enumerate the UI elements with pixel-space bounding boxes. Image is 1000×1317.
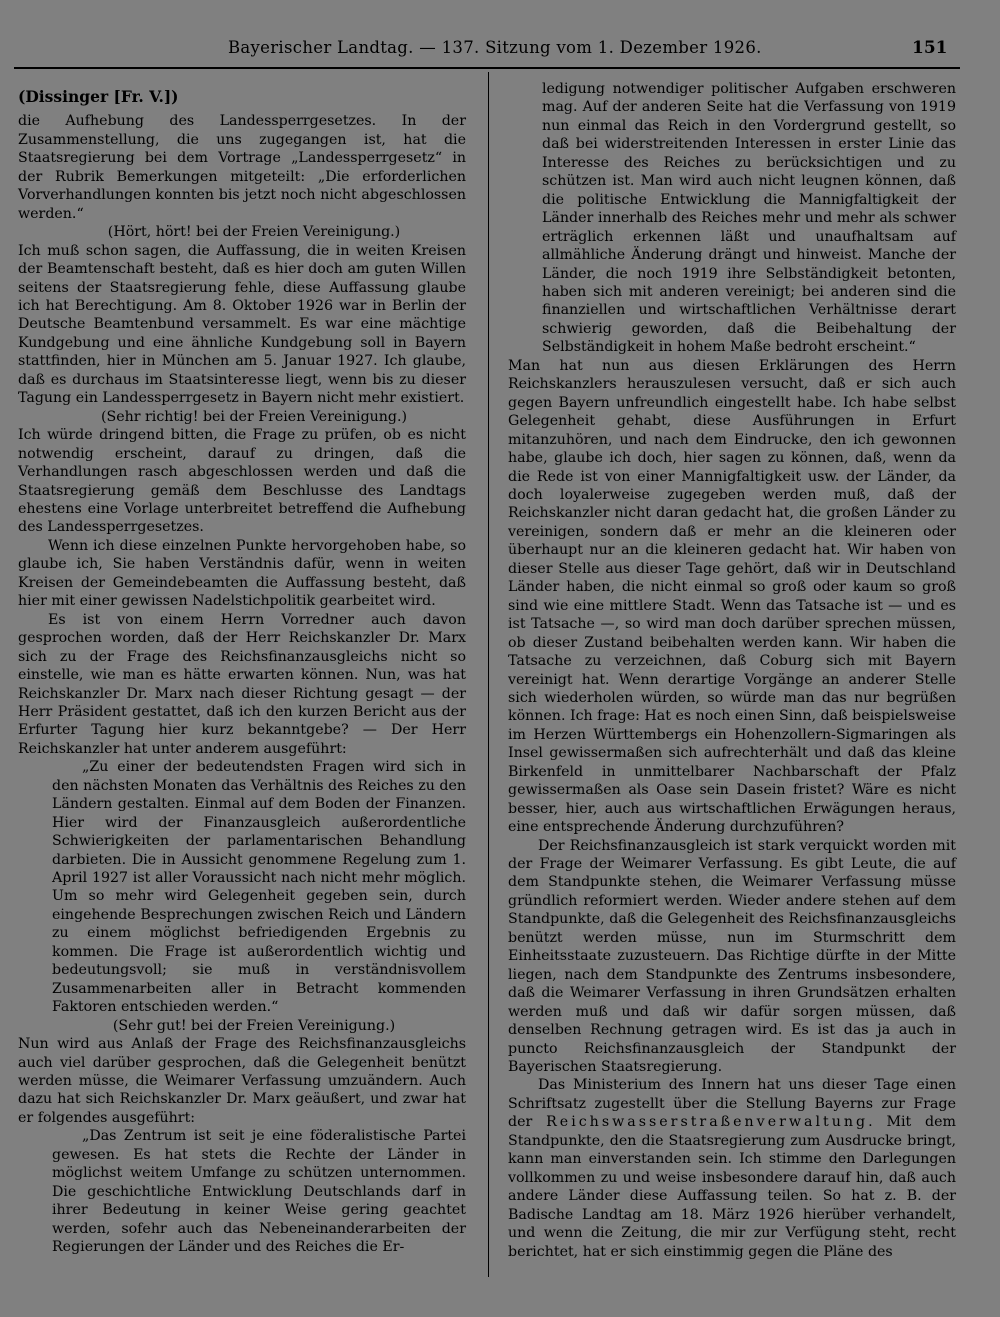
paragraph-text: Das Ministerium des Innern hat uns dieser Tage einen Schriftsatz zugestellt über die Stellung Bayerns zur Frage der	[508, 1077, 956, 1131]
paragraph: Es ist von einem Herrn Vorredner auch davon gesprochen worden, daß der Herr Reichskanzler Dr. Marx sich zu der Frage des Reichsfinanzausgleichs nicht so einstelle, wie man es hätte erwarten können. Nun, was hat Reichskanzler Dr. Marx nach dieser Richtung gesagt — der Herr Präsident gestattet, daß ich den kurzen Bericht aus der Erfurter Tagung hier kurz bekanntgebe? — Der Herr Reichskanzler hat unter anderem ausgeführt:	[18, 611, 466, 757]
paragraph: Ich muß schon sagen, die Auffassung, die in weiten Kreisen der Beamtenschaft besteht, daß es hier doch am guten Willen seitens der Staatsregierung fehle, diese Auffassung glaube ich hat Berechtigung. Am 8. Oktober 1926 war in Berlin der Deutsche Beamtenbund versammelt. Es war eine mächtige Kundgebung und eine ähnliche Kundgebung soll in Bayern stattfinden, hier in München am 5. Januar 1927. Ich glaube, daß es durchaus im Staatsinteresse liegt, wenn bis zu dieser Tagung ein Landessperrgesetz in Bayern nicht mehr existiert.	[18, 242, 466, 407]
emphasized-term: Reichswasserstraßenverwaltung	[546, 1114, 869, 1131]
speaker-label: (Dissinger [Fr. V.])	[18, 87, 179, 106]
page-number: 151	[912, 38, 948, 58]
right-column	[508, 80, 956, 1261]
quotation-continued: ledigung notwendiger politischer Aufgaben erschweren mag. Auf der anderen Seite hat die Verfassung von 1919 nun einmal das Reich in den Vordergrund gestellt, so daß bei widerstreitenden Interessen in erster Linie das Interesse des Reiches zu berücksichtigen und zu schützen ist. Man wird auch nicht leugnen können, daß die politische Entwicklung die Mannigfaltigkeit der Länder innerhalb des Reiches mehr und mehr als schwer erträglich erkennen läßt und unaufhaltsam auf allmähliche Änderung drängt und hinweist. Manche der Länder, die noch 1919 ihre Selbständigkeit betonten, haben sich mit anderen vereinigt; bei anderen sind die finanziellen und wirtschaftlichen Verhältnisse derart schwierig geworden, daß die Beibehaltung der Selbständigkeit in hohem Maße bedroht erscheint.“	[542, 81, 956, 356]
interjection: (Sehr richtig! bei der Freien Vereinigung.)	[100, 408, 408, 425]
running-title: Bayerischer Landtag. — 137. Sitzung vom 1. Dezember 1926.	[228, 38, 762, 57]
page-header	[0, 34, 1000, 66]
paragraph: Man hat nun aus diesen Erklärungen des Herrn Reichskanzlers herauszulesen versucht, daß er sich auch gegen Bayern unfreundlich eingestellt habe. Ich habe selbst Gelegenheit gehabt, diese Ausführungen in Erfurt mitanzuhören, und nach dem Eindrucke, den ich gewonnen habe, glaube ich doch, hier sagen zu können, daß, wenn da die Rede ist von einer Mannigfaltigkeit usw. der Länder, da doch loyalerweise zugegeben werden muß, daß der Reichskanzler nicht daran gedacht hat, die großen Länder zu vereinigen, sondern daß er mehr an die kleineren oder überhaupt nur an die kleineren gedacht hat. Wir haben von dieser Stelle aus dieser Tage gehört, daß wir in Deutschland Länder haben, die nicht einmal so groß oder kaum so groß sind wie eine mittlere Stadt. Wenn das Tatsache ist — und es ist Tatsache —, so wird man doch darüber sprechen müssen, ob dieser Zustand beibehalten werden kann. Wir haben die Tatsache zu verzeichnen, daß Coburg sich mit Bayern vereinigt hat. Wenn derartige Vorgänge an anderer Stelle sich wiederholen würden, so würde man das nur begrüßen können. Ich frage: Hat es noch einen Sinn, daß beispielsweise im Herzen Württembergs ein Hohenzollern-Sigmaringen als Insel gewissermaßen sich aufrechterhält und daß das kleine Birkenfeld in unmittelbarer Nachbarschaft der Pfalz gewissermaßen als Oase sein Dasein fristet? Wäre es nicht besser, hier, auch aus wirtschaftlichen Erwägungen heraus, eine entsprechende Änderung durchzuführen?	[508, 357, 957, 836]
paragraph: die Aufhebung des Landessperrgesetzes. In der Zusammenstellung, die uns zugegangen ist, hat die Staatsregierung bei dem Vortrage „Landessperrgesetz“ in der Rubrik Bemerkungen mitgeteilt: „Die erforderlichen Vorverhandlungen konnten bis jetzt noch nicht abgeschlossen werden.“	[18, 113, 466, 222]
paragraph	[508, 1076, 956, 1261]
paragraph: Ich würde dringend bitten, die Frage zu prüfen, ob es nicht notwendig erscheint, darauf zu dringen, daß die Verhandlungen rasch abgeschlossen werden und daß die Staatsregierung gemäß dem Beschlusse des Landtags ehestens eine Vorlage unterbreitet betreffend die Aufhebung des Landessperrgesetzes.	[18, 427, 466, 536]
quotation: „Das Zentrum ist seit je eine föderalistische Partei gewesen. Es hat stets die Rechte der Länder in möglichst weitem Umfange zu schützen unternommen. Die geschichtliche Entwicklung Deutschlands darf in ihrer Bedeutung in keiner Weise gering geachtet werden, sofehr auch das Nebeneinanderarbeiten der Regierungen der Länder und des Reiches die Er-	[52, 1128, 466, 1256]
interjection: (Hört, hört! bei der Freien Vereinigung.)	[107, 224, 401, 241]
interjection: (Sehr gut! bei der Freien Vereinigung.)	[112, 1017, 396, 1034]
paragraph: Der Reichsfinanzausgleich ist stark verquickt worden mit der Frage der Weimarer Verfassung. Es gibt Leute, die auf dem Standpunkte stehen, die Weimarer Verfassung müsse gründlich reformiert werden. Wieder andere stehen auf dem Standpunkte, daß die Gelegenheit des Reichsfinanzausgleichs benützt werden müsse, nun im Sturmschritt dem Einheitsstaate zuzusteuern. Das Richtige dürfte in der Mitte liegen, nach dem Standpunkte des Zentrums insbesondere, daß die Weimarer Verfassung in ihren Grundsätzen erhalten werden muß und daß wir dafür sorgen müssen, daß denselben Rechnung getragen wird. Es ist das ja auch in puncto Reichsfinanzausgleich der Standpunkt der Bayerischen Staatsregierung.	[508, 837, 956, 1076]
quotation: „Zu einer der bedeutendsten Fragen wird sich in den nächsten Monaten das Verhältnis des Reiches zu den Ländern gestalten. Einmal auf dem Boden der Finanzen. Hier wird der Finanzausgleich außerordentliche Schwierigkeiten der parlamentarischen Behandlung darbieten. Die in Aussicht genommene Regelung zum 1. April 1927 ist aller Voraussicht nach nicht mehr möglich. Um so mehr wird Gelegenheit gegeben sein, durch eingehende Besprechungen zwischen Reich und Ländern zu einem möglichst befriedigenden Ergebnis zu kommen. Die Frage ist außerordentlich wichtig und bedeutungsvoll; sie muß in verständnisvollem Zusammenarbeiten aller in Betracht kommenden Faktoren entschieden werden.“	[52, 759, 466, 1016]
paragraph: Nun wird aus Anlaß der Frage des Reichsfinanzausgleichs auch viel darüber gesprochen, daß die Gelegenheit benützt werden müsse, die Weimarer Verfassung umzuändern. Auch dazu hat sich Reichskanzler Dr. Marx geäußert, und zwar hat er folgendes ausgeführt:	[18, 1036, 466, 1126]
paragraph: Wenn ich diese einzelnen Punkte hervorgehoben habe, so glaube ich, Sie haben Verständnis dafür, wenn in weiten Kreisen der Gemeindebeamten die Auffassung besteht, daß hier mit einer gewissen Nadelstichpolitik gearbeitet wird.	[18, 537, 466, 610]
left-column	[18, 80, 466, 1257]
header-rule	[14, 67, 960, 69]
paragraph-text: . Mit dem Standpunkte, den die Staatsregierung zum Ausdrucke bringt, kann man einverstanden sein. Ich stimme den Darlegungen vollkommen zu und weise insbesondere darauf hin, daß auch andere Länder diese Auffassung teilen. So hat z. B. der Badische Landtag am 18. März 1926 hierüber verhandelt, und wenn die Zeitung, die mir zur Verfügung steht, recht berichtet, hat er sich einstimmig gegen die Pläne des	[508, 1114, 956, 1260]
column-divider	[488, 72, 489, 1277]
